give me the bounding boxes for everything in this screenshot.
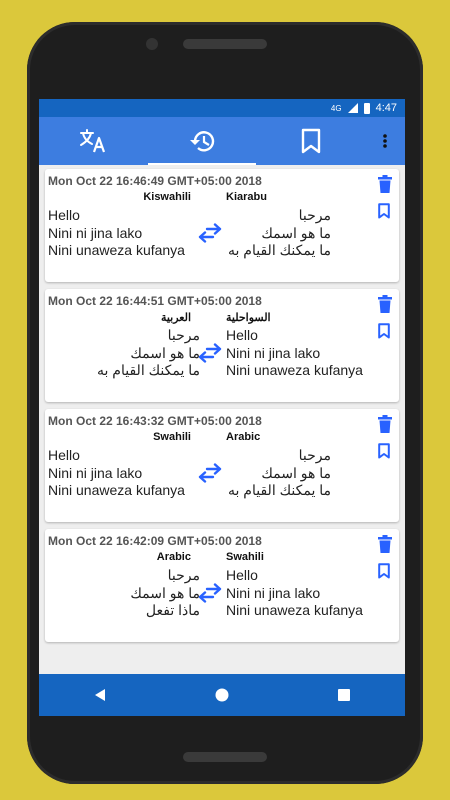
text-line: مرحبا	[298, 207, 331, 223]
translation-date: Mon Oct 22 16:43:32 GMT+05:00 2018	[48, 414, 262, 428]
text-line: ما يمكنك القيام به	[228, 482, 331, 498]
history-card[interactable]	[45, 289, 399, 402]
app-bar	[39, 117, 405, 165]
source-language: Arabic	[156, 551, 191, 563]
network-type: 4G	[330, 103, 342, 113]
history-list	[39, 165, 405, 642]
app-screen	[39, 99, 405, 716]
source-text	[48, 327, 200, 380]
bookmark-icon	[300, 128, 322, 154]
text-line: Nini unaweza kufanya	[226, 602, 363, 618]
bookmark-button[interactable]	[378, 443, 390, 464]
text-line: ما يمكنك القيام به	[228, 242, 331, 258]
translated-text	[226, 447, 331, 500]
battery-icon	[364, 103, 370, 114]
source-text	[48, 447, 200, 500]
text-line: Hello	[226, 567, 258, 583]
text-line: Nini ni jina lako	[226, 584, 321, 601]
source-language: Swahili	[153, 431, 191, 443]
text-line: Nini ni jina lako	[48, 464, 143, 481]
text-line: ما يمكنك القيام به	[97, 362, 200, 378]
tab-bookmarks[interactable]	[256, 117, 365, 165]
recents-button[interactable]	[324, 674, 364, 716]
text-line: Nini ni jina lako	[226, 344, 321, 361]
back-icon	[94, 688, 106, 702]
text-line: Hello	[226, 327, 258, 343]
history-card[interactable]	[45, 409, 399, 522]
delete-icon	[378, 295, 392, 313]
text-line: ما هو اسمك	[261, 224, 331, 241]
text-line: ما هو اسمك	[261, 464, 331, 481]
history-card[interactable]	[45, 169, 399, 282]
translated-text	[226, 567, 381, 620]
tab-history[interactable]	[148, 117, 257, 165]
bookmark-button[interactable]	[378, 563, 390, 584]
target-language: Kiarabu	[226, 191, 267, 203]
bookmark-button[interactable]	[378, 203, 390, 224]
target-language: Arabic	[226, 431, 261, 443]
delete-icon	[378, 535, 392, 553]
home-button[interactable]	[202, 674, 242, 716]
clock: 4:47	[375, 102, 397, 114]
text-line: Hello	[48, 447, 80, 463]
text-line: مرحبا	[298, 447, 331, 463]
translate-icon	[79, 128, 107, 154]
history-icon	[188, 128, 216, 154]
bottom-speaker	[183, 752, 267, 762]
recents-icon	[338, 689, 350, 701]
translation-date: Mon Oct 22 16:46:49 GMT+05:00 2018	[48, 174, 262, 188]
target-language: Swahili	[226, 551, 264, 563]
bookmark-button[interactable]	[378, 323, 390, 344]
text-line: ما هو اسمك	[130, 584, 200, 601]
history-card[interactable]	[45, 529, 399, 642]
swap-arrows-icon	[198, 583, 222, 603]
text-line: Nini unaweza kufanya	[48, 242, 185, 258]
delete-button[interactable]	[378, 535, 392, 558]
text-line: Nini ni jina lako	[48, 224, 143, 241]
bookmark-outline-icon	[378, 323, 390, 339]
source-text	[48, 207, 200, 260]
swap-arrows-icon	[198, 463, 222, 483]
signal-icon	[348, 103, 358, 113]
text-line: Nini unaweza kufanya	[226, 362, 363, 378]
swap-arrows-icon	[198, 343, 222, 363]
translation-date: Mon Oct 22 16:44:51 GMT+05:00 2018	[48, 294, 262, 308]
more-vert-icon	[382, 133, 388, 149]
delete-icon	[378, 415, 392, 433]
system-nav-bar	[39, 674, 405, 716]
target-language: السواحلية	[226, 312, 271, 324]
back-button[interactable]	[80, 674, 120, 716]
text-line: ماذا تفعل	[145, 602, 200, 618]
swap-arrows-icon	[198, 223, 222, 243]
source-language: العربية	[160, 312, 191, 324]
bookmark-outline-icon	[378, 203, 390, 219]
source-text	[48, 567, 200, 620]
text-line: Hello	[48, 207, 80, 223]
bookmark-outline-icon	[378, 443, 390, 459]
translated-text	[226, 207, 331, 260]
status-bar	[39, 99, 405, 117]
text-line: مرحبا	[167, 567, 200, 583]
translation-date: Mon Oct 22 16:42:09 GMT+05:00 2018	[48, 534, 262, 548]
delete-icon	[378, 175, 392, 193]
translated-text	[226, 327, 381, 380]
delete-button[interactable]	[378, 415, 392, 438]
bookmark-outline-icon	[378, 563, 390, 579]
tab-translate[interactable]	[39, 117, 148, 165]
delete-button[interactable]	[378, 175, 392, 198]
home-icon	[215, 688, 229, 702]
text-line: ما هو اسمك	[130, 344, 200, 361]
earpiece-speaker	[183, 39, 267, 49]
front-camera	[146, 38, 158, 50]
text-line: مرحبا	[167, 327, 200, 343]
overflow-menu-button[interactable]	[365, 117, 405, 165]
text-line: Nini unaweza kufanya	[48, 482, 185, 498]
source-language: Kiswahili	[143, 191, 191, 203]
delete-button[interactable]	[378, 295, 392, 318]
